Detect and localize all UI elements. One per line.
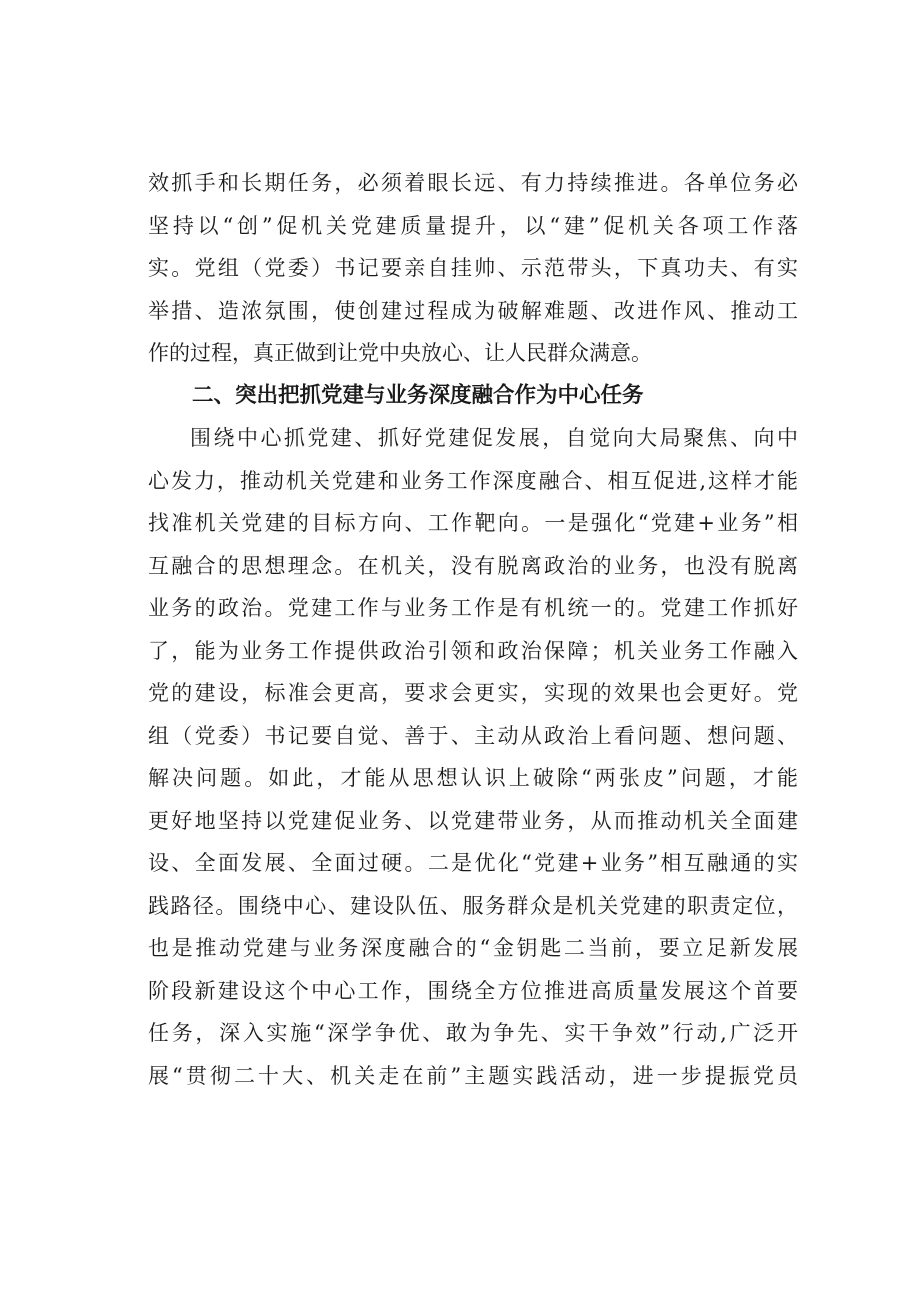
- text-line: 更好地坚持以党建促业务、以党建带业务，从而推动机关全面建: [148, 808, 798, 833]
- text-line: 实。党组（党委）书记要亲自挂帅、示范带头，下真功夫、有实: [148, 256, 798, 280]
- text-line: 设、全面发展、全面过硬。二是优化“党建+业务”相互融通的实: [148, 851, 798, 875]
- text-line: 了，能为业务工作提供政治引领和政治保障；机关业务工作融入: [148, 638, 798, 663]
- text-line: 解决问题。如此，才能从思想认识上破除“两张皮”问题，才能: [148, 766, 798, 790]
- text-line: 阶段新建设这个中心工作，围绕全方位推进高质量发展这个首要: [148, 978, 798, 1003]
- text-line: 展“贯彻二十大、机关走在前”主题实践活动，进一步提振党员: [148, 1063, 798, 1088]
- text-line: 互融合的思想理念。在机关，没有脱离政治的业务，也没有脱离: [148, 553, 798, 578]
- text-line: 组（党委）书记要自觉、善于、主动从政治上看问题、想问题、: [148, 723, 798, 748]
- text-line: 坚持以“创”促机关党建质量提升，以“建”促机关各项工作落: [148, 213, 798, 238]
- text-line: 举措、造浓氛围，使创建过程成为破解难题、改进作风、推动工: [148, 298, 798, 323]
- text-line: 心发力，推动机关党建和业务工作深度融合、相互促进,这样才能: [148, 468, 798, 493]
- section-heading: 二、突出把抓党建与业务深度融合作为中心任务: [192, 382, 644, 408]
- text-line: 任务，深入实施“深学争优、敢为争先、实干争效”行动,广泛开: [148, 1021, 798, 1045]
- text-line: 效抓手和长期任务，必须着眼长远、有力持续推进。各单位务必: [148, 171, 798, 195]
- text-line: 找准机关党建的目标方向、工作靶向。一是强化“党建+业务”相: [148, 511, 798, 535]
- text-line: 也是推动党建与业务深度融合的“金钥匙二当前，要立足新发展: [148, 936, 798, 960]
- document-body: [148, 162, 798, 1097]
- text-line: 作的过程，真正做到让党中央放心、让人民群众满意。: [148, 341, 652, 365]
- text-line: 党的建设，标准会更高，要求会更实，实现的效果也会更好。党: [148, 681, 798, 705]
- text-line: 业务的政治。党建工作与业务工作是有机统一的。党建工作抓好: [148, 596, 798, 620]
- text-line: 践路径。围绕中心、建设队伍、服务群众是机关党建的职责定位，: [148, 893, 798, 918]
- paragraph-first-line: 围绕中心抓党建、抓好党建促发展，自觉向大局聚焦、向中: [190, 426, 798, 450]
